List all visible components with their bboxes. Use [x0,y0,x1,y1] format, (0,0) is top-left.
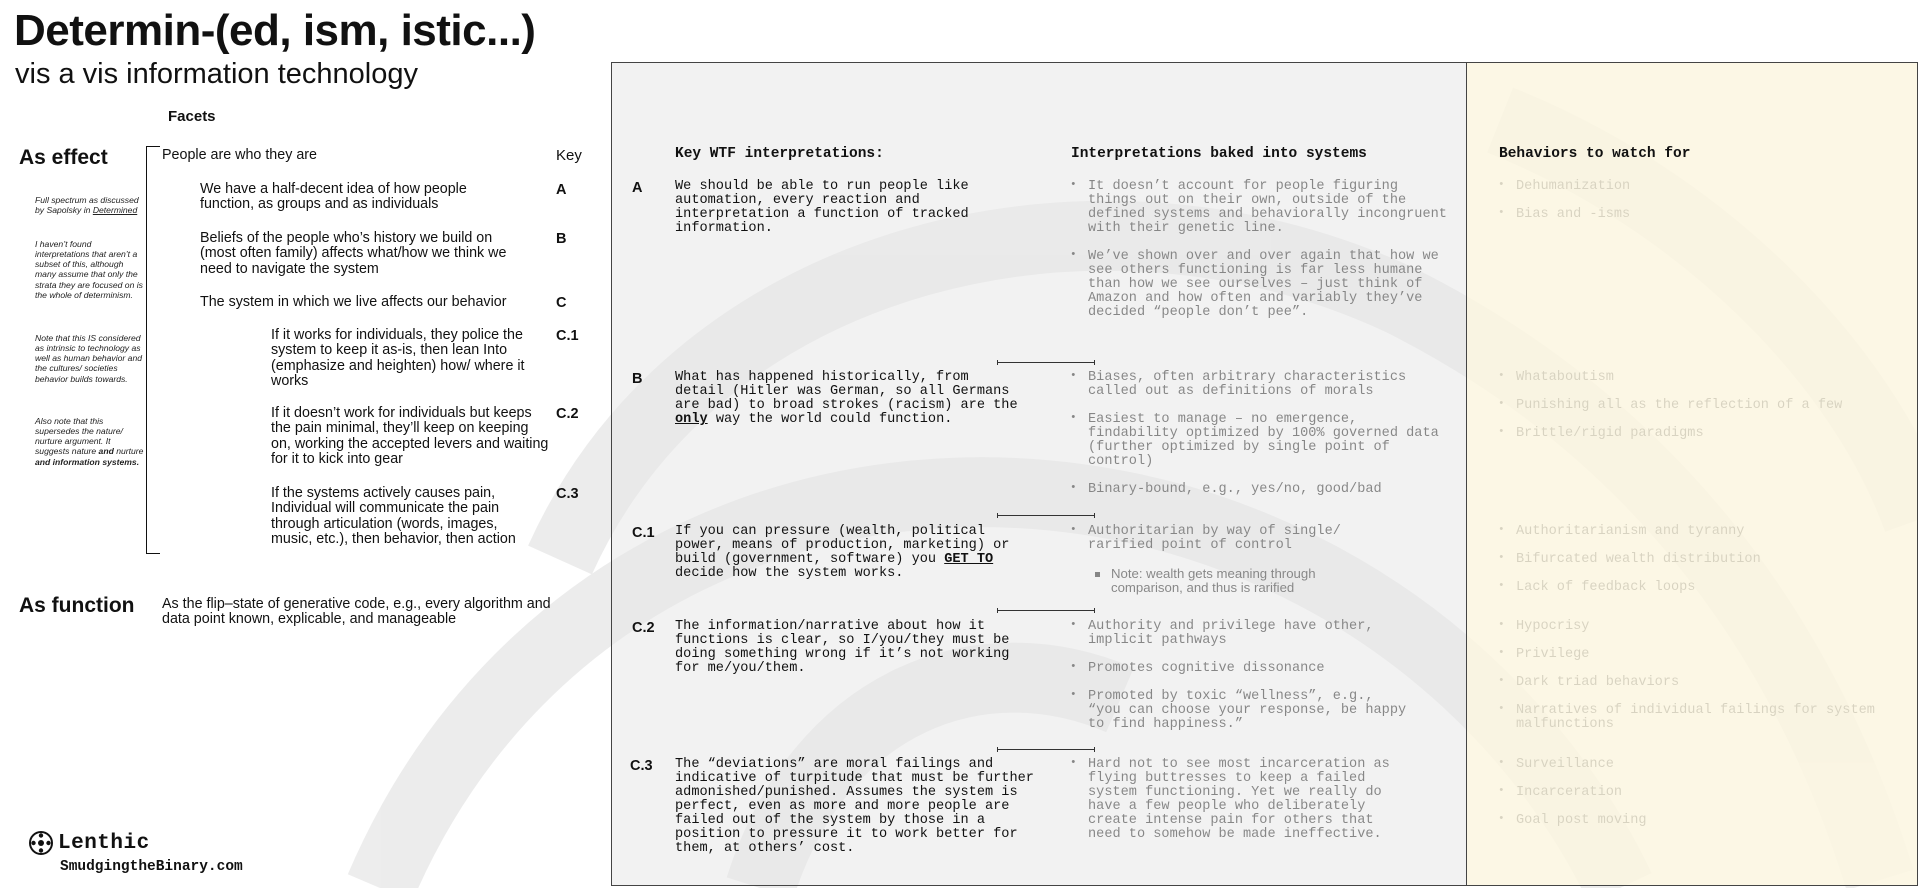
side-note-text: Also note that this supersedes the nature/ nurture argument. It suggests nature [35,416,123,457]
side-note-bold: and information systems. [35,456,140,467]
row-b-interpretation [675,371,1025,427]
row-c2-interpretation: The information/narrative about how it functions is clear, so I/you/they must be doing something wrong if it’s not working for me/you/them. [675,619,1010,676]
lenthic-logo[interactable] [28,830,150,856]
facet-c3-text: If the systems actively causes pain, Individual will communicate the pain through articulation (words, images, music, etc.), then behavior, then action [271,485,516,547]
col-baked-heading: Interpretations baked into systems [1071,146,1367,162]
facet-c-key: C [556,295,567,311]
col-behaviors-heading: Behaviors to watch for [1499,146,1691,162]
facet-c2-key: C.2 [556,406,579,422]
facet-c2-text: If it doesn’t work for individuals but keeps the pain minimal, they’ll keep on keeping on, working the accepted levers and waiting for it to kick into gear [271,405,549,467]
interpretation-emphasis: only [675,412,708,427]
row-b-key: B [632,371,643,387]
row-c2-key: C.2 [632,620,655,636]
side-note-sapolsky [35,195,145,215]
as-function-heading: As function [19,594,135,617]
facet-a-text: We have a half-decent idea of how people function, as groups and as individuals [200,181,467,213]
interpretation-emphasis: GET TO [944,552,994,567]
as-effect-heading: As effect [19,146,108,169]
row-separator [997,610,1095,611]
interpretation-text: way the world could function. [715,412,953,427]
site-link[interactable]: SmudgingtheBinary.com [60,859,243,875]
facet-top-line: People are who they are [162,147,317,163]
facet-c1-text: If it works for individuals, they police the system to keep it as-is, then lean Into (emphasize and heighten) how/ where it works [271,327,525,389]
brand-name: Lenthic [58,831,150,855]
row-c1-interpretation [675,525,1030,581]
page-title: Determin-(ed, ism, istic...) [14,6,536,55]
facet-b-text: Beliefs of the people who’s history we build on (most often family) affects what/how we think we need to navigate the system [200,230,507,277]
determined-link[interactable]: Determined [92,205,138,216]
facet-c-text: The system in which we live affects our behavior [200,294,507,310]
interpretation-text: decide how the system works. [675,566,904,581]
row-separator [997,362,1095,363]
row-c1-key: C.1 [632,525,655,541]
row-c3-key: C.3 [630,758,653,774]
row-a-key: A [632,180,643,196]
side-note-bold: and [98,446,114,457]
side-note-text: Full spectrum as discussed by Sapolsky in [35,195,139,216]
facet-c3-key: C.3 [556,486,579,502]
col-key-wtf-heading: Key WTF interpretations: [675,146,884,162]
function-text: As the flip–state of generative code, e.g., every algorithm and data point known, explicable, and manageable [162,596,551,628]
row-c3-interpretation: The “deviations” are moral failings and indicative of turpitude that must be further admonished/punished. Assumes the system is perfect, even as more and more people are failed out of the system by those in a position to pressure it to work better for them, at others’ cost. [675,757,1034,856]
row-a-interpretation: We should be able to run people like automation, every reaction and interpretation a function of tracked information. [675,179,969,236]
interpretation-text: What has happened historically, from detail (Hitler was German, so all Germans are bad) to broad strokes (racism) are the [675,370,1018,413]
behaviors-panel [1466,62,1918,886]
facets-heading: Facets [168,108,216,125]
facet-b-key: B [556,231,567,247]
key-column-heading: Key [556,147,582,164]
facet-c1-key: C.1 [556,328,579,344]
side-note-subset: I haven’t found interpretations that aren’t a subset of this, although many assume that only the strata they are focused on is the whole of determinism. [35,239,143,300]
side-note-intrinsic: Note that this IS considered as intrinsic to technology as well as human behavior and the cultures/ societies behavior builds towards. [35,333,143,384]
facets-bracket [146,146,160,554]
lenthic-logo-icon [28,830,54,856]
interpretation-text: If you can pressure (wealth, political power, means of production, marketing) or build (government, software) you [675,524,1010,567]
row-separator [997,515,1095,516]
side-note-nature-nurture [35,416,145,467]
facet-a-key: A [556,182,567,198]
side-note-text: nurture [116,446,144,457]
row-separator [997,749,1095,750]
page-subtitle: vis a vis information technology [15,58,418,90]
